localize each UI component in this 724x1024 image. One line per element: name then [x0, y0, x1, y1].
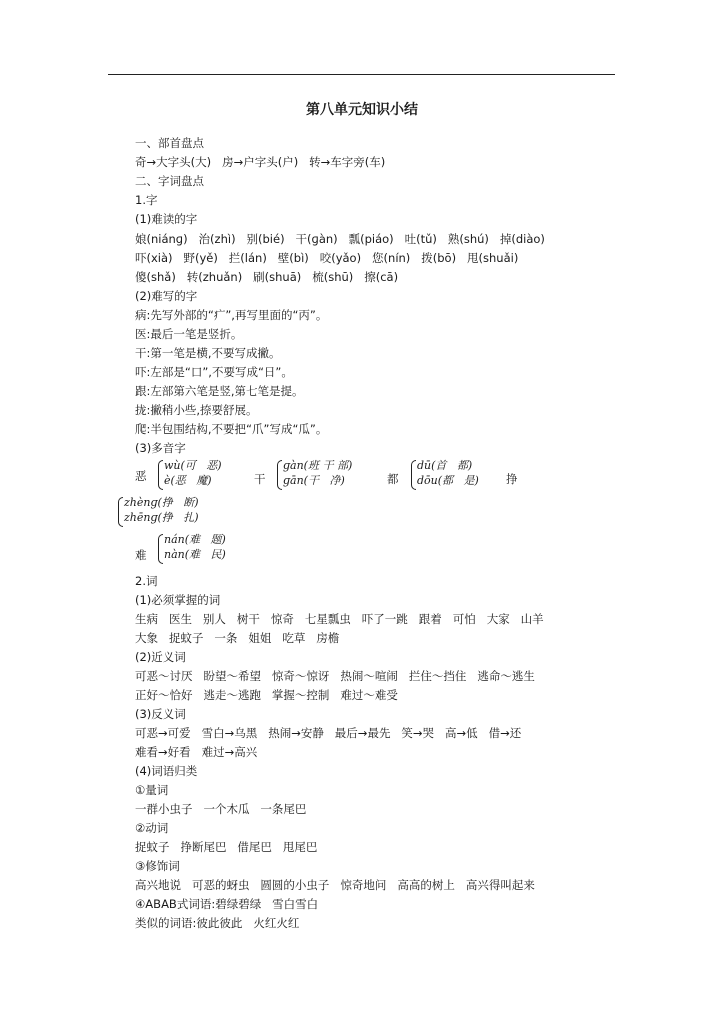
word-list: 一群小虫子 一个木瓜 一条尾巴	[135, 802, 307, 816]
polyphonic-char: 干	[254, 472, 266, 486]
radicals-line: 奇→大字头(大) 房→户字头(户) 转→车字旁(车)	[135, 155, 386, 169]
polyphonic-char: 恶	[135, 469, 147, 483]
subheading: (4)词语归类	[135, 764, 198, 778]
word-list: 难看→好看 难过→高兴	[135, 745, 258, 759]
subheading: 2.词	[135, 574, 158, 588]
writing-note: 医:最后一笔是竖折。	[135, 327, 243, 341]
reading: dōu(都 是)	[417, 474, 479, 487]
word-list: ④ABAB式词语:碧绿碧绿 雪白雪白	[135, 897, 319, 911]
word-list: 捉蚊子 挣断尾巴 借尾巴 甩尾巴	[135, 840, 318, 854]
polyphonic-brace	[158, 533, 226, 589]
reading: wù(可 恶)	[164, 459, 222, 472]
word-list: 类似的词语:彼此彼此 火红火红	[135, 916, 300, 930]
pinyin-line: 吓(xià) 野(yě) 拦(lán) 壁(bì) 咬(yǎo) 您(nín) 拨(bō) 甩(shuǎi)	[135, 251, 519, 265]
pinyin-line: 娘(niánɡ) 治(zhì) 别(bié) 干(ɡàn) 瓢(piáo) 吐(tǔ) 熟(shú) 掉(diào)	[135, 232, 545, 246]
reading: è(恶 魔)	[164, 474, 212, 487]
subheading: (3)多音字	[135, 441, 186, 455]
polyphonic-char: 难	[135, 548, 147, 562]
subheading: (1)必须掌握的词	[135, 593, 221, 607]
section-heading: 二、字词盘点	[135, 174, 204, 188]
pinyin-line: 傻(shǎ) 转(zhuǎn) 刷(shuā) 梳(shū) 擦(cā)	[135, 270, 399, 284]
category-title: ②动词	[135, 821, 169, 835]
page-title: 第八单元知识小结	[306, 102, 418, 118]
subheading: 1.字	[135, 193, 158, 207]
subheading: (3)反义词	[135, 707, 186, 721]
polyphonic-brace	[411, 459, 479, 515]
subheading: (2)近义词	[135, 650, 186, 664]
word-list: 可恶→可爱 雪白→乌黑 热闹→安静 最后→最先 笑→哭 高→低 借→还	[135, 726, 522, 740]
writing-note: 拢:撇稍小些,捺要舒展。	[135, 403, 258, 417]
reading: zhènɡ(挣 断)	[124, 496, 199, 509]
word-list: 正好～恰好 逃走～逃跑 掌握～控制 难过～难受	[135, 688, 398, 702]
word-list: 大象 捉蚊子 一条 姐姐 吃草 房檐	[135, 631, 340, 645]
writing-note: 爬:半包围结构,不要把“爪”写成“瓜”。	[135, 422, 328, 436]
category-title: ③修饰词	[135, 859, 180, 873]
writing-note: 跟:左部第六笔是竖,第七笔是提。	[135, 384, 304, 398]
section-heading: 一、部首盘点	[135, 136, 204, 150]
word-list: 生病 医生 别人 树干 惊奇 七星瓢虫 吓了一跳 跟着 可怕 大家 山羊	[135, 612, 544, 626]
polyphonic-brace	[277, 459, 353, 515]
writing-note: 干:第一笔是横,不要写成撇。	[135, 346, 281, 360]
reading: zhēnɡ(挣 扎)	[124, 511, 199, 524]
reading: dū(首 都)	[417, 459, 473, 472]
writing-note: 吓:左部是“口”,不要写成“日”。	[135, 365, 293, 379]
polyphonic-char: 挣	[506, 472, 518, 486]
subheading: (1)难读的字	[135, 212, 198, 226]
reading: nán(难 题)	[164, 533, 226, 546]
reading: ɡàn(班 干 部)	[283, 459, 353, 472]
reading: ɡān(干 净)	[283, 474, 345, 487]
category-title: ①量词	[135, 783, 169, 797]
polyphonic-char: 都	[387, 472, 399, 486]
writing-note: 病:先写外部的“疒”,再写里面的“丙”。	[135, 308, 328, 322]
header-rule	[108, 74, 615, 75]
reading: nàn(难 民)	[164, 548, 226, 561]
word-list: 可恶～讨厌 盼望～希望 惊奇～惊讶 热闹～喧闹 拦住～挡住 逃命～逃生	[135, 669, 535, 683]
word-list: 高兴地说 可恶的蚜虫 圆圆的小虫子 惊奇地问 高高的树上 高兴得叫起来	[135, 878, 535, 892]
subheading: (2)难写的字	[135, 289, 198, 303]
